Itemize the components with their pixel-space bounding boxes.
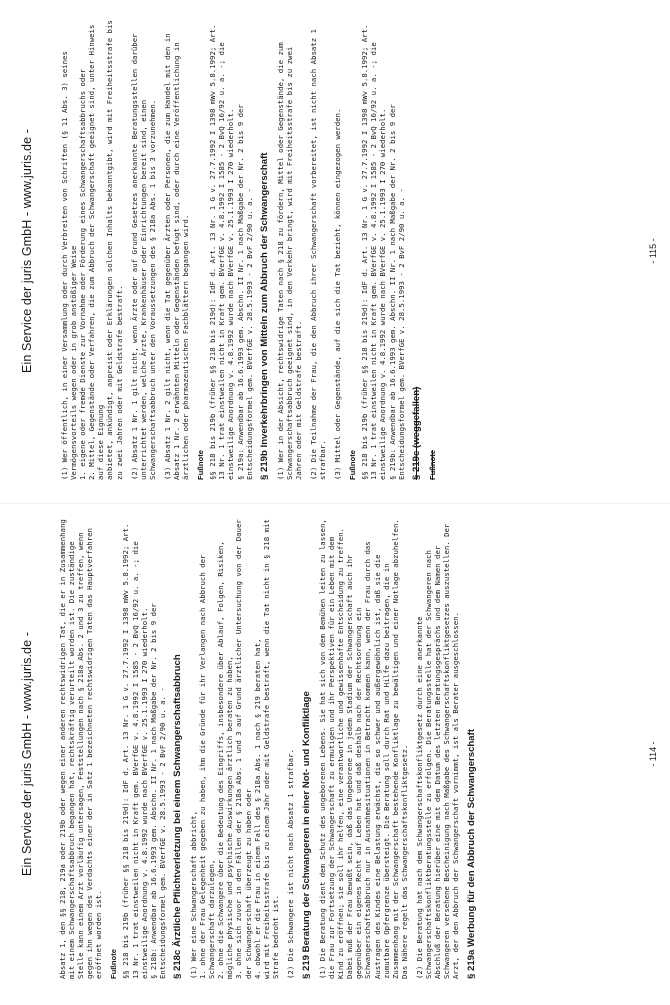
footnote-text: §§ 218 bis 219b (früher §§ 218 bis 219d): IdF d. Art. 13 Nr. 1 G v. 27.7.1992 I 1398 mWv 5.8.1992; Art. 13 Nr. 1 trat einstweilen nicht in Kraft gem. BVerfGE v. 4.8.1992 I 1585 - 2 BvQ 16/92 u. a. -; die einstweilige Anordnung v. 4.8.1992 wurde nach BVerfGE v. 25.1.1993 I 270 wiederholt. § 219a: Anwendbar ab 16.6.1993 gem. Abschn. II Nr. 1 nach Maßgabe der Nr. 2 bis 9 der Entscheidungsformel gem. BVerfGE v. 28.5.1993 - 2 BvF 2/90 u. a. -: [208, 24, 254, 480]
section-219a-paragraph-3: (3) Absatz 1 Nr. 2 gilt nicht, wenn die Tat gegenüber Ärzten oder Personen, die zum Handel mit den in Absatz 1 Nr. 2 erwähnten Mitteln oder Gegenständen befugt sind, oder durch eine Veröffentlichung in ärztlichen oder pharmazeutischen Fachblättern begangen wird.: [162, 29, 191, 480]
footnote-text: §§ 218 bis 219b (früher §§ 218 bis 219d): IdF d. Art. 13 Nr. 1 G v. 27.7.1992 I 1398 mWv 5.8.1992; Art. 13 Nr. 1 trat einstweilen nicht in Kraft gem. BVerfGE v. 4.8.1992 I 1585 - 2 BvQ 16/92 u. a. -; die einstweilige Anordnung v. 4.8.1992 wurde nach BVerfGE v. 25.1.1993 I 270 wiederholt. § 219b: Anwendbar ab 16.6.1993 gem. Abschn. II Nr. 1 nach Maßgabe der Nr. 2 bis 9 der Entscheidungsformel gem. BVerfGE v. 28.5.1993 - 2 BvF 2/90 u. a. -: [360, 24, 406, 480]
page-number: - 114 -: [648, 741, 658, 767]
section-219b-paragraph-2: (2) Die Teilnahme der Frau, die den Abbruch ihrer Schwangerschaft vorbereitet, ist nicht nach Absatz 1 strafbar.: [308, 24, 328, 480]
section-219a-paragraph-2: (2) Absatz 1 Nr. 1 gilt nicht, wenn Ärzte oder auf Grund Gesetzes anerkannte Beratungsstellen darüber unterrichtet werden, welche Ärzte, Krankenhäuser oder Einrichtungen bereit sind, einen Schwangerschaftsabbruch unter den Voraussetzungen des § 218a Abs. 1 bis 3 vorzunehmen.: [129, 29, 157, 480]
section-heading-219c: § 219c (weggefallen): [410, 386, 422, 480]
page-header: Ein Service der juris GmbH - www.juris.de -: [20, 632, 34, 876]
page-header: Ein Service der juris GmbH - www.juris.de -: [20, 129, 34, 373]
left-page-content: [58, 514, 636, 979]
footnote-heading: Fußnote: [109, 949, 119, 979]
section-heading-218c: § 218c Ärztliche Pflichtverletzung bei einem Schwangerschaftsabbruch: [171, 654, 183, 979]
section-219a-paragraph-1: (1) Wer öffentlich, in einer Versammlung oder durch Verbreiten von Schriften (§ 11 Abs. 3) seines Vermögensvorteils wegen oder in grob anstößiger Weise 1. eigene oder fremde Dienste zur Vornahme oder Förderung eines Schwangerschaftsabbruchs oder 2. Mittel, Gegenstände oder Verfahren, die zum Abbruch der Schwangerschaft geeignet sind, unter Hinweis auf diese Eignung anbietet, ankündigt, anpreist oder Erklärungen solchen Inhalts bekanntgibt, wird mit Freiheitsstrafe bis zu zwei Jahren oder mit Geldstrafe bestraft.: [60, 20, 124, 480]
section-219-paragraph-2: (2) Die Beratung hat nach dem Schwangerschaftskonfliktgesetz durch eine anerkannte Schwangerschaftskonfliktberatungsstelle zu erfolgen. Die Beratungsstelle hat der Schwangeren nach Abschluß der Beratung hierüber eine mit dem Datum des letzten Beratungsgesprächs und dem Namen der Schwangeren versehene Bescheinigung nach Maßgabe des Schwangerschaftskonfliktgesetzes auszustellen. Der Arzt, der den Abbruch der Schwangerschaft vornimmt, ist als Berater ausgeschlossen.: [414, 519, 461, 979]
intro-paragraph: Absatz 1, den §§ 218, 219a oder 219b oder wegen einer anderen rechtswidrigen Tat, die er in Zusammenhang mit einem Schwangerschaftsabbruch begangen hat, rechtskräftig verurteilt worden ist. Die zuständige Stelle kann einem Arzt vorläufig untersagen, Feststellungen nach § 218a Abs. 2 und 3 zu treffen, wenn gegen ihn wegen des Verdachts einer der in Satz 1 bezeichneten rechtswidrigen Taten das Hauptverfahren eröffnet worden ist.: [58, 514, 104, 979]
section-heading-219a: § 219a Werbung für den Abbruch der Schwangerschaft: [466, 728, 478, 979]
section-219-paragraph-1: (1) Die Beratung dient dem Schutz des ungeborenen Lebens. Sie hat sich von dem Bemühen leiten zu lassen, die Frau zur Fortsetzung der Schwangerschaft zu ermutigen und ihr Perspektiven für ein Leben mit dem Kind zu eröffnen; sie soll ihr helfen, eine verantwortliche und gewissenhafte Entscheidung zu treffen. Dabei muß der Frau bewußt sein, daß das Ungeborene in jedem Stadium der Schwangerschaft auch ihr gegenüber ein eigenes Recht auf Leben hat und daß deshalb nach der Rechtsordnung ein Schwangerschaftsabbruch nur in Ausnahmesituationen in Betracht kommen kann, wenn der Frau durch das Austragen des Kindes eine Belastung erwächst, die so schwer und außergewöhnlich ist, daß sie die zumutbare Opfergrenze übersteigt. Die Beratung soll durch Rat und Hilfe dazu beitragen, die in Zusammenhang mit der Schwangerschaft bestehende Konfliktlage zu bewältigen und einer Notlage abzuhelfen. Das Nähere regelt das Schwangerschaftskonfliktgesetz.: [317, 514, 409, 979]
right-page-content: [60, 18, 636, 480]
section-218c-paragraph-2: (2) Die Schwangere ist nicht nach Absatz 1 strafbar.: [285, 749, 295, 979]
left-page: [0, 503, 670, 1005]
footnote-heading: Fußnote: [427, 450, 437, 480]
footnote-heading: Fußnote: [196, 450, 206, 480]
section-heading-219: § 219 Beratung der Schwangeren in einer Not- und Konfliktlage: [300, 691, 312, 979]
right-page: [0, 0, 670, 502]
footnote-text: §§ 218 bis 219b (früher §§ 218 bis 219d): IdF d. Art. 13 Nr. 1 G v. 27.7.1992 I 1398 mWv 5.8.1992; Art. 13 Nr. 1 trat einstweilen nicht in Kraft gem. BVerfGE v. 4.8.1992 I 1585 - 2 BvQ 16/92 u. a. -; die einstweilige Anordnung v. 4.8.1992 wurde nach BVerfGE v. 25.1.1993 I 270 wiederholt. § 218b: Anwendbar ab 16.6.1993 gem. Abschn. II Nr. 1 nach Maßgabe der Nr. 2 bis 9 der Entscheidungsformel gem. BVerfGE v. 28.5.1993 - 2 BvF 2/90 u. a. -: [121, 523, 167, 979]
section-219b-paragraph-1: (1) Wer in der Absicht, rechtswidrige Taten nach § 218 zu fördern, Mittel oder Gegenstände, die zum Schwangerschaftsabbruch geeignet sind, in den Verkehr bringt, wird mit Freiheitsstrafe bis zu zwei Jahren oder mit Geldstrafe bestraft.: [275, 37, 303, 480]
page-number: - 115 -: [648, 238, 658, 264]
footnote-heading: Fußnote: [348, 450, 358, 480]
section-218c-paragraph-1: (1) Wer eine Schwangerschaft abbricht, 1. ohne der Frau Gelegenheit gegeben zu haben, ihm die Gründe für ihr Verlangen nach Abbruch der Schwangerschaft darzulegen, 2. ohne die Schwangere über die Bedeutung des Eingriffs, insbesondere über Ablauf, Folgen, Risiken, mögliche physische und psychische Auswirkungen ärztlich beraten zu haben, 3. ohne sich zuvor in den Fällen der § 218a Abs. 1 und 3 auf Grund ärztlicher Untersuchung von der Dauer der Schwangerschaft überzeugt zu haben oder 4. obwohl er die Frau in einem Fall des § 218a Abs. 1 nach § 219 beraten hat, wird mit Freiheitsstrafe bis zu einem Jahr oder mit Geldstrafe bestraft, wenn die Tat nicht in § 218 mit Strafe bedroht ist.: [188, 519, 280, 979]
section-219b-paragraph-3: (3) Mittel oder Gegenstände, auf die sich die Tat bezieht, können eingezogen werden.: [333, 108, 343, 480]
section-heading-219b: § 219b Inverkehrbringen von Mitteln zum Abbruch der Schwangerschaft: [258, 152, 270, 480]
